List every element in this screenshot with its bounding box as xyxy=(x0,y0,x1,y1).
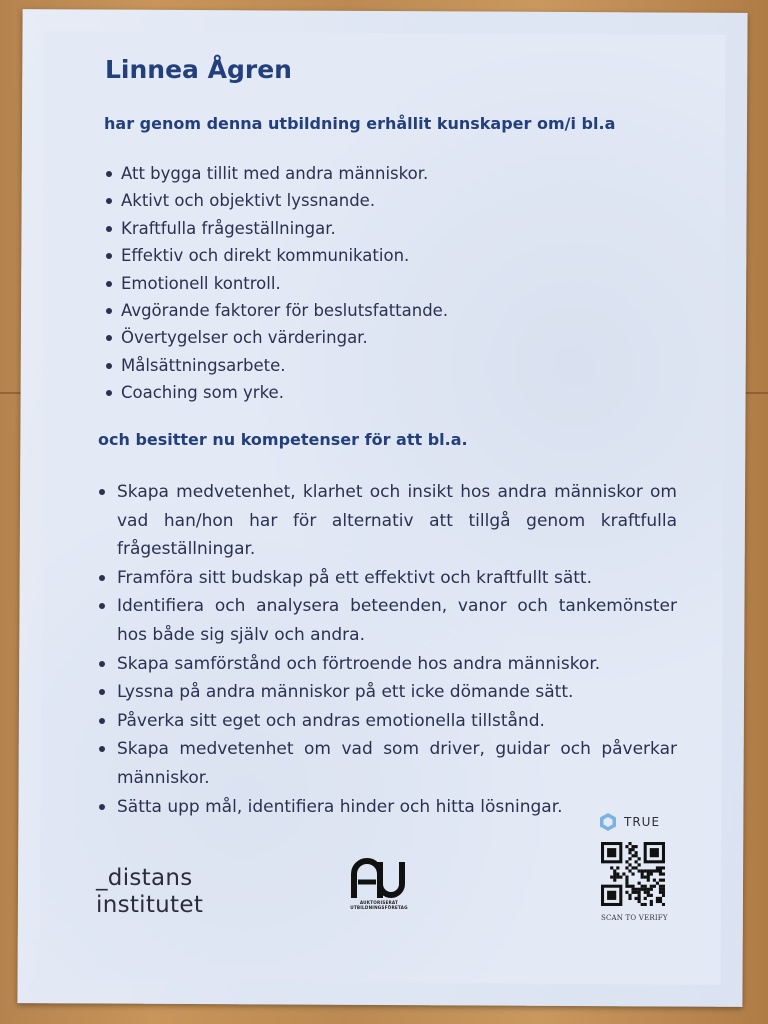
competence-list xyxy=(97,478,677,821)
knowledge-list xyxy=(104,160,524,407)
list-item: Lyssna på andra människor på ett icke dömande sätt. xyxy=(97,678,677,707)
list-item: Kraftfulla frågeställningar. xyxy=(104,215,524,242)
qr-code-icon[interactable] xyxy=(601,842,665,906)
competence-subtitle: och besitter nu kompetenser för att bl.a. xyxy=(98,430,468,449)
au-logo xyxy=(334,858,424,910)
list-item: Skapa medvetenhet om vad som driver, guidar och påverkar människor. xyxy=(97,735,677,792)
list-item: Påverka sitt eget och andras emotionella tillstånd. xyxy=(97,707,677,736)
logo-line-2: institutet xyxy=(96,892,204,918)
list-item: Emotionell kontroll. xyxy=(104,270,524,297)
distansinstitutet-logo xyxy=(96,865,203,919)
list-item: Skapa samförstånd och förtroende hos andra människor. xyxy=(97,650,677,679)
list-item: Övertygelser och värderingar. xyxy=(104,324,524,351)
list-item: Att bygga tillit med andra människor. xyxy=(104,160,524,187)
scan-to-verify-label: SCAN TO VERIFY xyxy=(601,914,668,922)
true-verification-block xyxy=(598,812,670,922)
au-mark-icon xyxy=(351,858,407,900)
list-item: Skapa medvetenhet, klarhet och insikt hos andra människor om vad han/hon har för alternativ att tillgå genom kraftfulla frågeställningar. xyxy=(97,478,677,564)
list-item: Identifiera och analysera beteenden, vanor och tankemönster hos både sig själv och andra. xyxy=(97,592,677,649)
list-item: Aktivt och objektivt lyssnande. xyxy=(104,187,524,214)
list-item: Avgörande faktorer för beslutsfattande. xyxy=(104,297,524,324)
logo-line-1: _distans xyxy=(96,865,193,891)
au-subtext-line2: UTBILDNINGSFÖRETAG xyxy=(350,905,408,910)
recipient-name: Linnea Ågren xyxy=(105,55,292,84)
au-subtext-line1: AUKTORISERAT xyxy=(359,900,399,905)
list-item: Coaching som yrke. xyxy=(104,379,524,406)
list-item: Framföra sitt budskap på ett effektivt och kraftfullt sätt. xyxy=(97,564,677,593)
list-item: Målsättningsarbete. xyxy=(104,352,524,379)
true-label: TRUE xyxy=(624,815,661,829)
list-item: Effektiv och direkt kommunikation. xyxy=(104,242,524,269)
knowledge-subtitle: har genom denna utbildning erhållit kunskaper om/i bl.a xyxy=(104,114,616,133)
list-item: Sätta upp mål, identifiera hinder och hitta lösningar. xyxy=(97,793,677,822)
true-badge-icon xyxy=(598,812,618,832)
